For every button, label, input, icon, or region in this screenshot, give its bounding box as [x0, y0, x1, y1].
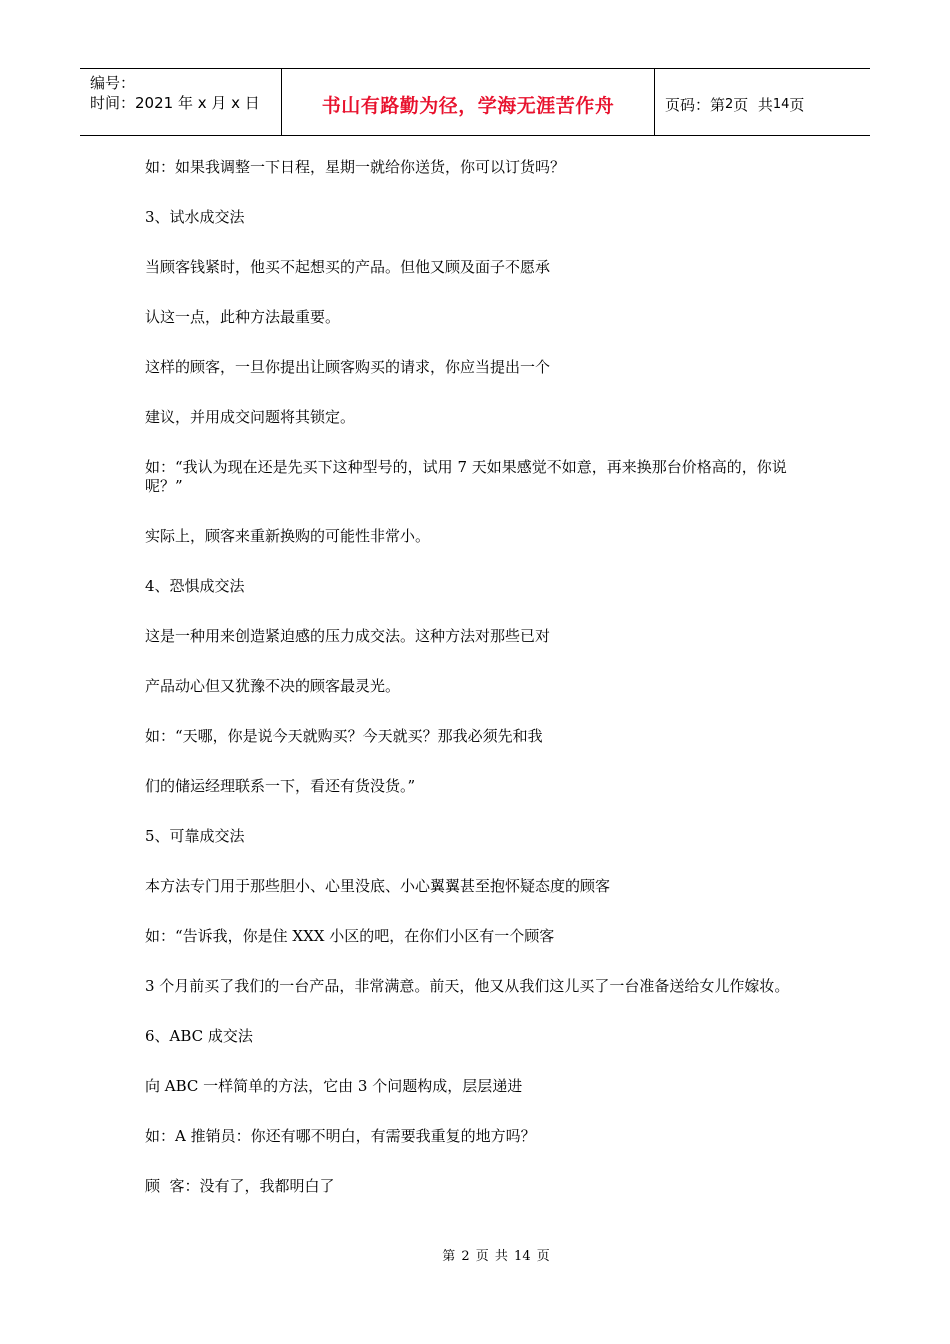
paragraph: 如：“告诉我，你是住 XXX 小区的吧，在你们小区有一个顾客 — [145, 927, 555, 945]
paragraph: 这样的顾客，一旦你提出让顾客购买的请求，你应当提出一个 — [145, 358, 551, 376]
paragraph: 们的储运经理联系一下，看还有货没货。” — [145, 777, 416, 795]
paragraph: 认这一点，此种方法最重要。 — [145, 308, 341, 326]
page-mid: 页 共 — [733, 95, 773, 114]
paragraph: 如：如果我调整一下日程，星期一就给你送货，你可以订货吗？ — [145, 158, 566, 176]
serial-number-label: 编号： — [90, 74, 136, 92]
page-suffix: 页 — [789, 95, 805, 114]
paragraph: 如：“天哪，你是说今天就购买？今天就买？那我必须先和我 — [145, 727, 543, 745]
section-heading-6: 6、ABC 成交法 — [145, 1027, 253, 1045]
paragraph: 如：“我认为现在还是先买下这种型号的，试用 7 天如果感觉不如意，再来换那台价格高的，你说呢？” — [145, 458, 787, 495]
paragraph: 3 个月前买了我们的一台产品，非常满意。前天，他又从我们这儿买了一台准备送给女儿作嫁妆。 — [145, 977, 790, 995]
paragraph: 这是一种用来创造紧迫感的压力成交法。这种方法对那些已对 — [145, 627, 551, 645]
date-label: 时间：2021 年 x 月 x 日 — [90, 94, 260, 112]
document-body — [145, 158, 815, 1227]
page-prefix: 页码：第 — [665, 95, 726, 114]
paragraph: 实际上，顾客来重新换购的可能性非常小。 — [145, 527, 431, 545]
header-page-cell — [655, 69, 870, 135]
section-heading-5: 5、可靠成交法 — [145, 827, 245, 845]
paragraph: 如：A 推销员：你还有哪不明白，有需要我重复的地方吗？ — [145, 1127, 536, 1145]
paragraph: 建议，并用成交问题将其锁定。 — [145, 408, 356, 426]
paragraph: 本方法专门用于那些胆小、心里没底、小心翼翼甚至抱怀疑态度的顾客 — [145, 877, 611, 895]
section-heading-4: 4、恐惧成交法 — [145, 577, 245, 595]
page-total-number: 14 — [772, 96, 790, 112]
paragraph: 顾 客：没有了，我都明白了 — [145, 1177, 335, 1195]
paragraph: 当顾客钱紧时，他买不起想买的产品。但他又顾及面子不愿承 — [145, 258, 551, 276]
page-footer: 第 2 页 共 14 页 — [442, 1249, 550, 1264]
paragraph: 产品动心但又犹豫不决的顾客最灵光。 — [145, 677, 401, 695]
section-heading-3: 3、试水成交法 — [145, 208, 245, 226]
paragraph: 向 ABC 一样简单的方法，它由 3 个问题构成，层层递进 — [145, 1077, 523, 1095]
page-header — [80, 68, 870, 136]
page-current-number: 2 — [725, 96, 734, 112]
header-meta-cell — [80, 69, 282, 135]
motto-text: 书山有路勤为径，学海无涯苦作舟 — [321, 94, 615, 117]
header-motto-cell — [282, 69, 655, 135]
